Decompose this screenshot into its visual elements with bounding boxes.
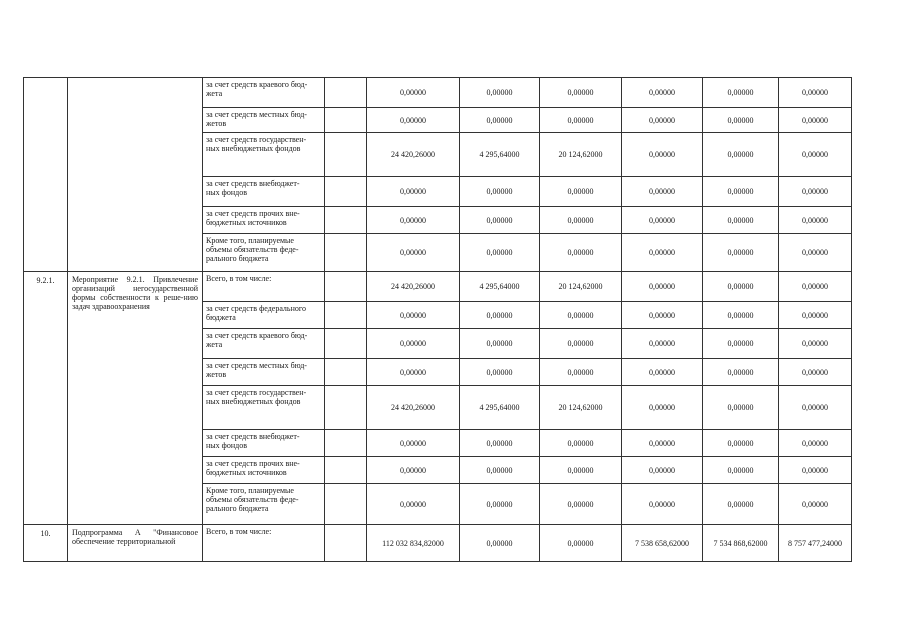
funding-source: за счет средств краевого бюд- жета [203,329,325,359]
amount-cell: 4 295,64000 [460,133,540,177]
table-row [24,525,852,562]
table-row [24,272,852,302]
amount-cell: 0,00000 [367,108,460,133]
amount-cell: 0,00000 [703,133,779,177]
amount-cell: 0,00000 [460,359,540,386]
funding-source: Кроме того, планируемые объемы обязательств феде- рального бюджета [203,234,325,272]
amount-cell: 0,00000 [622,78,703,108]
empty-cell [325,386,367,430]
empty-cell [325,207,367,234]
amount-cell: 4 295,64000 [460,272,540,302]
amount-cell: 0,00000 [460,78,540,108]
amount-cell: 8 757 477,24000 [779,525,852,562]
amount-cell: 0,00000 [622,484,703,525]
amount-cell: 0,00000 [703,430,779,457]
amount-cell: 4 295,64000 [460,386,540,430]
amount-cell: 0,00000 [703,457,779,484]
empty-cell [325,272,367,302]
amount-cell: 0,00000 [779,484,852,525]
empty-cell [325,302,367,329]
amount-cell: 0,00000 [540,302,622,329]
amount-cell: 112 032 834,82000 [367,525,460,562]
funding-source: Всего, в том числе: [203,525,325,562]
funding-source: Кроме того, планируемые объемы обязательств феде- рального бюджета [203,484,325,525]
amount-cell: 0,00000 [460,329,540,359]
amount-cell: 0,00000 [460,177,540,207]
amount-cell: 0,00000 [622,430,703,457]
amount-cell: 0,00000 [367,359,460,386]
amount-cell: 0,00000 [367,78,460,108]
amount-cell: 24 420,26000 [367,133,460,177]
amount-cell: 0,00000 [622,457,703,484]
empty-cell [325,108,367,133]
funding-source: за счет средств местных бюд- жетов [203,359,325,386]
empty-cell [325,234,367,272]
amount-cell: 0,00000 [779,272,852,302]
amount-cell: 7 538 658,62000 [622,525,703,562]
amount-cell: 0,00000 [540,329,622,359]
amount-cell: 0,00000 [622,329,703,359]
amount-cell: 0,00000 [622,207,703,234]
empty-cell [325,525,367,562]
amount-cell: 0,00000 [703,234,779,272]
amount-cell: 0,00000 [703,108,779,133]
amount-cell: 0,00000 [779,108,852,133]
empty-cell [325,457,367,484]
amount-cell: 0,00000 [779,457,852,484]
amount-cell: 20 124,62000 [540,272,622,302]
amount-cell: 0,00000 [540,525,622,562]
amount-cell: 0,00000 [779,234,852,272]
amount-cell: 0,00000 [540,78,622,108]
amount-cell: 0,00000 [622,177,703,207]
amount-cell: 0,00000 [460,484,540,525]
funding-source: за счет средств федерального бюджета [203,302,325,329]
amount-cell: 0,00000 [367,430,460,457]
amount-cell: 0,00000 [622,302,703,329]
funding-source: за счет средств государствен- ных внебюджетных фондов [203,386,325,430]
amount-cell: 0,00000 [703,329,779,359]
amount-cell: 0,00000 [460,234,540,272]
amount-cell: 0,00000 [622,133,703,177]
empty-cell [325,78,367,108]
amount-cell: 0,00000 [703,302,779,329]
amount-cell: 0,00000 [622,108,703,133]
amount-cell: 0,00000 [779,78,852,108]
amount-cell: 0,00000 [779,133,852,177]
amount-cell: 20 124,62000 [540,386,622,430]
amount-cell: 0,00000 [540,108,622,133]
funding-source: за счет средств внебюджет- ных фондов [203,430,325,457]
empty-cell [325,430,367,457]
amount-cell: 7 534 868,62000 [703,525,779,562]
amount-cell: 0,00000 [367,457,460,484]
table-row [24,78,852,108]
amount-cell: 0,00000 [540,177,622,207]
empty-cell [325,484,367,525]
amount-cell: 0,00000 [367,302,460,329]
amount-cell: 0,00000 [540,234,622,272]
amount-cell: 0,00000 [779,430,852,457]
amount-cell: 0,00000 [540,430,622,457]
amount-cell: 0,00000 [703,359,779,386]
amount-cell: 0,00000 [703,484,779,525]
funding-source: за счет средств внебюджет- ных фондов [203,177,325,207]
amount-cell: 0,00000 [779,177,852,207]
amount-cell: 24 420,26000 [367,386,460,430]
amount-cell: 0,00000 [779,302,852,329]
row-code: 9.2.1. [24,272,68,525]
amount-cell: 0,00000 [367,484,460,525]
row-code [24,78,68,272]
empty-cell [325,177,367,207]
row-name: Подпрограмма А "Финансовое обеспечение территориальной [68,525,203,562]
funding-source: за счет средств местных бюд- жетов [203,108,325,133]
amount-cell: 24 420,26000 [367,272,460,302]
funding-source: Всего, в том числе: [203,272,325,302]
amount-cell: 0,00000 [540,457,622,484]
amount-cell: 0,00000 [460,525,540,562]
amount-cell: 0,00000 [703,272,779,302]
row-code: 10. [24,525,68,562]
amount-cell: 0,00000 [460,430,540,457]
amount-cell: 0,00000 [779,386,852,430]
amount-cell: 0,00000 [367,234,460,272]
amount-cell: 0,00000 [622,234,703,272]
budget-table [23,77,852,562]
amount-cell: 0,00000 [367,207,460,234]
amount-cell: 0,00000 [460,108,540,133]
row-name [68,78,203,272]
amount-cell: 0,00000 [540,484,622,525]
amount-cell: 0,00000 [460,457,540,484]
amount-cell: 0,00000 [622,359,703,386]
empty-cell [325,133,367,177]
amount-cell: 0,00000 [540,359,622,386]
amount-cell: 0,00000 [703,386,779,430]
funding-source: за счет средств краевого бюд- жета [203,78,325,108]
funding-source: за счет средств прочих вне- бюджетных источников [203,207,325,234]
amount-cell: 0,00000 [460,302,540,329]
row-name: Мероприятие 9.2.1. Привлечение организаций негосударственной формы собственности к реше-нию задач здравоохранения [68,272,203,525]
amount-cell: 0,00000 [460,207,540,234]
amount-cell: 0,00000 [703,78,779,108]
amount-cell: 0,00000 [540,207,622,234]
empty-cell [325,359,367,386]
amount-cell: 0,00000 [622,386,703,430]
amount-cell: 0,00000 [367,329,460,359]
empty-cell [325,329,367,359]
amount-cell: 0,00000 [779,359,852,386]
funding-source: за счет средств прочих вне- бюджетных источников [203,457,325,484]
amount-cell: 0,00000 [703,177,779,207]
amount-cell: 20 124,62000 [540,133,622,177]
amount-cell: 0,00000 [367,177,460,207]
amount-cell: 0,00000 [779,329,852,359]
amount-cell: 0,00000 [779,207,852,234]
amount-cell: 0,00000 [622,272,703,302]
funding-source: за счет средств государствен- ных внебюджетных фондов [203,133,325,177]
amount-cell: 0,00000 [703,207,779,234]
